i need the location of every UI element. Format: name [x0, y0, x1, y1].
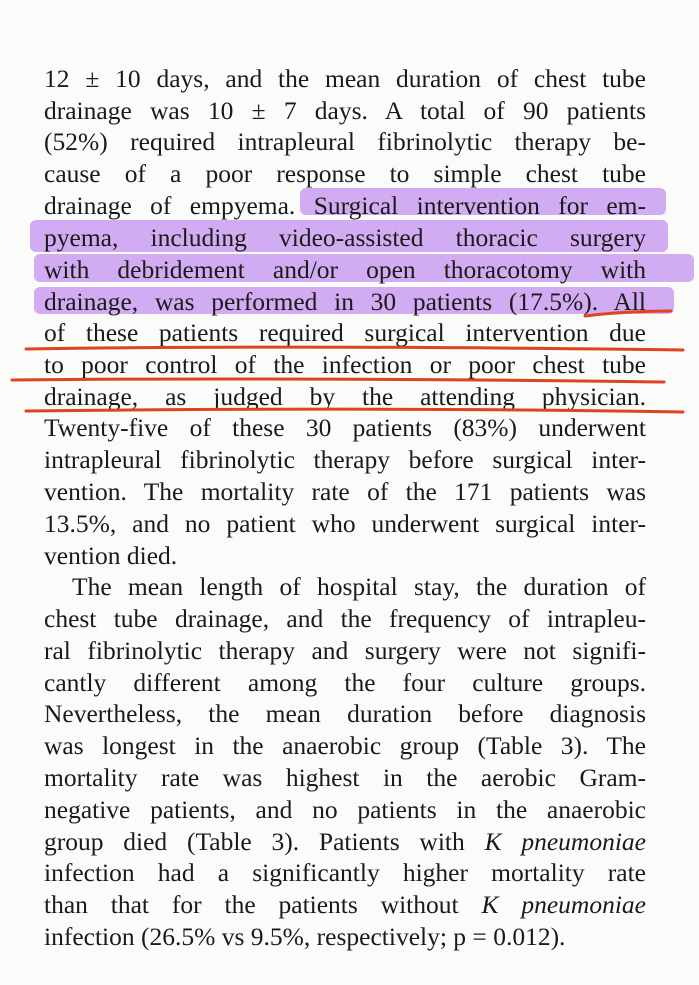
paragraph-first-line: The mean length of hospital stay, the duration of: [72, 572, 646, 601]
text-line: Twenty-five of these 30 patients (83%) underwent: [44, 413, 646, 442]
text-line: of these patients required surgical intervention due: [44, 318, 646, 347]
text-line: vention. The mortality rate of the 171 patients was: [44, 477, 646, 506]
text-line: 13.5%, and no patient who underwent surgical inter-: [44, 509, 646, 538]
text-line: pyema, including video-assisted thoracic surgery: [44, 223, 646, 252]
text-line: mortality rate was highest in the aerobic Gram-: [44, 763, 646, 792]
italic-species-name: K pneumoniae: [481, 890, 646, 919]
text-segment: than that for the patients without: [44, 890, 482, 919]
text-line: cause of a poor response to simple chest tube: [44, 159, 646, 188]
text-line: was longest in the anaerobic group (Table 3). The: [44, 731, 646, 760]
text-line: infection (26.5% vs 9.5%, respectively; p = 0.012).: [44, 922, 566, 951]
text-line: 12 ± 10 days, and the mean duration of chest tube: [44, 64, 646, 93]
text-line: ral fibrinolytic therapy and surgery were not signifi-: [44, 636, 646, 665]
text-line: drainage was 10 ± 7 days. A total of 90 patients: [44, 96, 646, 125]
text-line: drainage, was performed in 30 patients (17.5%). All: [44, 287, 646, 316]
text-segment: group died (Table 3). Patients with: [44, 827, 485, 856]
text-line: negative patients, and no patients in the anaerobic: [44, 795, 646, 824]
text-line: chest tube drainage, and the frequency of intrapleu-: [44, 604, 646, 633]
text-line: infection had a significantly higher mortality rate: [44, 858, 646, 887]
text-line: drainage, as judged by the attending physician.: [44, 382, 646, 411]
text-line: (52%) required intrapleural fibrinolytic therapy be-: [44, 127, 646, 156]
text-line: with debridement and/or open thoracotomy with: [44, 255, 646, 284]
italic-species-name: K pneumoniae: [484, 827, 646, 856]
text-line: drainage of empyema. Surgical intervention for em-: [44, 191, 646, 220]
text-line: [44, 826, 646, 858]
text-line: to poor control of the infection or poor chest tube: [44, 350, 646, 379]
text-line: intrapleural fibrinolytic therapy before surgical inter-: [44, 445, 646, 474]
text-line: cantly different among the four culture groups.: [44, 668, 646, 697]
text-line: Nevertheless, the mean duration before diagnosis: [44, 699, 646, 728]
text-line: vention died.: [44, 541, 178, 570]
text-line: [44, 889, 646, 921]
